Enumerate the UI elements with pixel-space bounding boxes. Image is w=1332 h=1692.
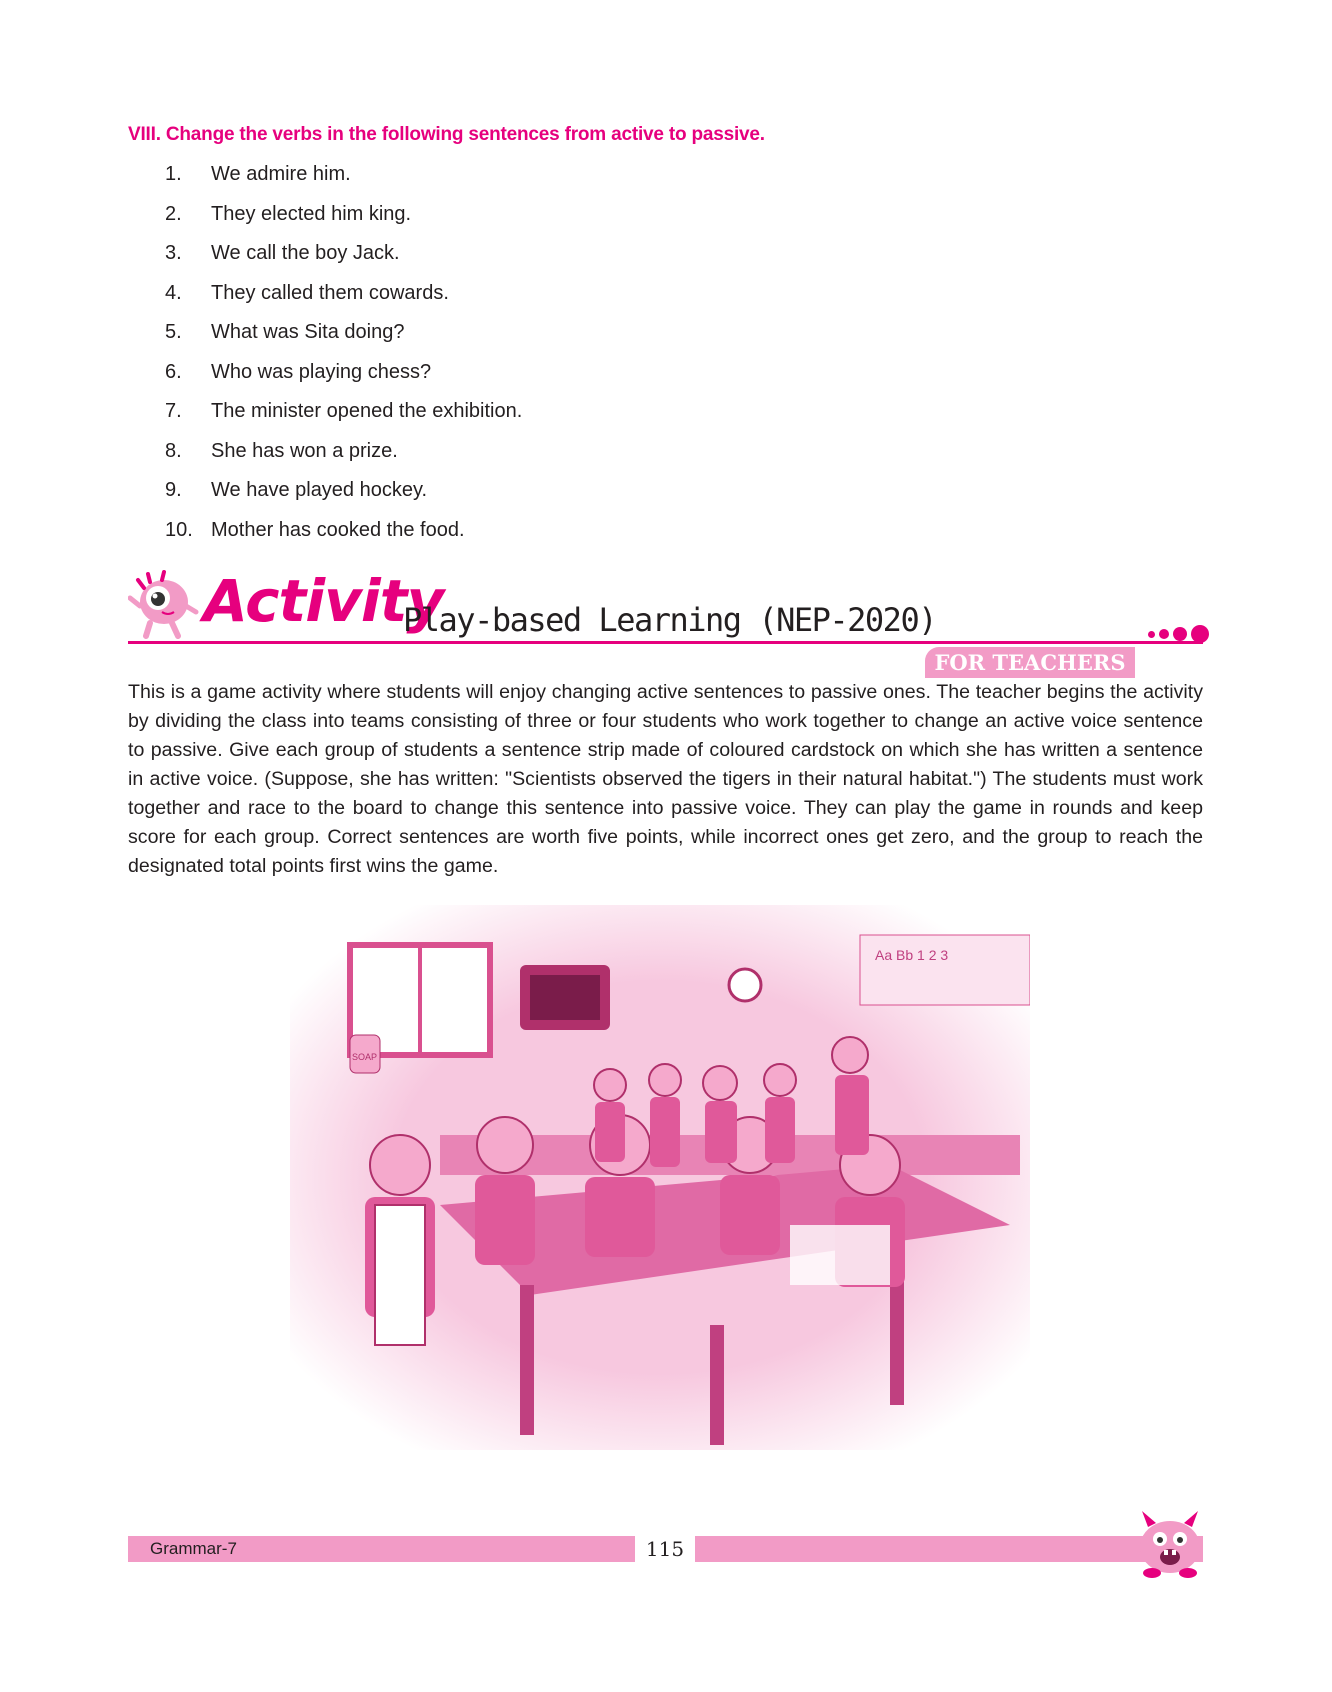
mascot-icon bbox=[128, 568, 200, 640]
classroom-illustration bbox=[290, 905, 1030, 1450]
item-sentence: We have played hockey. bbox=[211, 479, 428, 501]
activity-subtitle: Play-based Learning (NEP-2020) bbox=[403, 601, 936, 639]
decorative-dots bbox=[1148, 625, 1209, 643]
page-number-text: 115 bbox=[645, 1537, 685, 1561]
exercise-item bbox=[165, 479, 522, 519]
item-number: 7. bbox=[165, 400, 182, 422]
item-sentence: We admire him. bbox=[211, 163, 351, 185]
exercise-item bbox=[165, 519, 522, 559]
activity-title: Activity bbox=[203, 567, 444, 635]
exercise-list bbox=[165, 163, 522, 558]
item-number: 6. bbox=[165, 360, 182, 383]
monster-icon bbox=[1130, 1505, 1210, 1580]
exercise-item bbox=[165, 163, 522, 203]
item-number: 9. bbox=[165, 479, 182, 501]
item-number: 1. bbox=[165, 163, 182, 185]
exercise-item bbox=[165, 203, 522, 243]
item-sentence: They elected him king. bbox=[211, 202, 412, 225]
exercise-item bbox=[165, 361, 522, 401]
exercise-item bbox=[165, 400, 522, 440]
item-number: 3. bbox=[165, 242, 182, 264]
item-number: 8. bbox=[165, 439, 182, 462]
page-number bbox=[635, 1529, 695, 1569]
exercise-heading: VIII. Change the verbs in the following sentences from active to passive. bbox=[128, 124, 765, 145]
item-sentence: She has won a prize. bbox=[211, 439, 398, 462]
item-sentence: What was Sita doing? bbox=[211, 321, 405, 343]
exercise-item bbox=[165, 440, 522, 480]
soap-label: SOAP bbox=[352, 1052, 378, 1062]
item-sentence: The minister opened the exhibition. bbox=[211, 400, 523, 422]
activity-rule bbox=[128, 641, 1203, 644]
item-sentence: Mother has cooked the food. bbox=[211, 518, 465, 541]
item-sentence: We call the boy Jack. bbox=[211, 242, 400, 264]
board-letters: Aa Bb 1 2 3 bbox=[875, 947, 949, 963]
exercise-item bbox=[165, 242, 522, 282]
exercise-item bbox=[165, 282, 522, 322]
item-number: 4. bbox=[165, 281, 182, 304]
book-name: Grammar-7 bbox=[150, 1539, 237, 1558]
exercise-item bbox=[165, 321, 522, 361]
for-teachers-tag: FOR TEACHERS bbox=[925, 647, 1135, 678]
item-sentence: Who was playing chess? bbox=[211, 360, 432, 383]
item-number: 2. bbox=[165, 202, 182, 225]
item-sentence: They called them cowards. bbox=[211, 281, 449, 304]
item-number: 10. bbox=[165, 518, 193, 541]
item-number: 5. bbox=[165, 321, 182, 343]
activity-paragraph: This is a game activity where students will enjoy changing active sentences to passive ones. The teacher begins the activity by dividing the class into teams consisting of three or four students who work together to change an active voice sentence to passive. Give each group of students a sentence strip made of coloured cardstock on which she has written a sentence in active voice. (Suppose, she has written: "Scientists observed the tigers in their natural habitat.") The students must work together and race to the board to change this sentence into passive voice. They can play the game in rounds and keep score for each group. Correct sentences are worth five points, while incorrect ones get zero, and the group to reach the designated total points first wins the game. bbox=[128, 681, 1203, 877]
